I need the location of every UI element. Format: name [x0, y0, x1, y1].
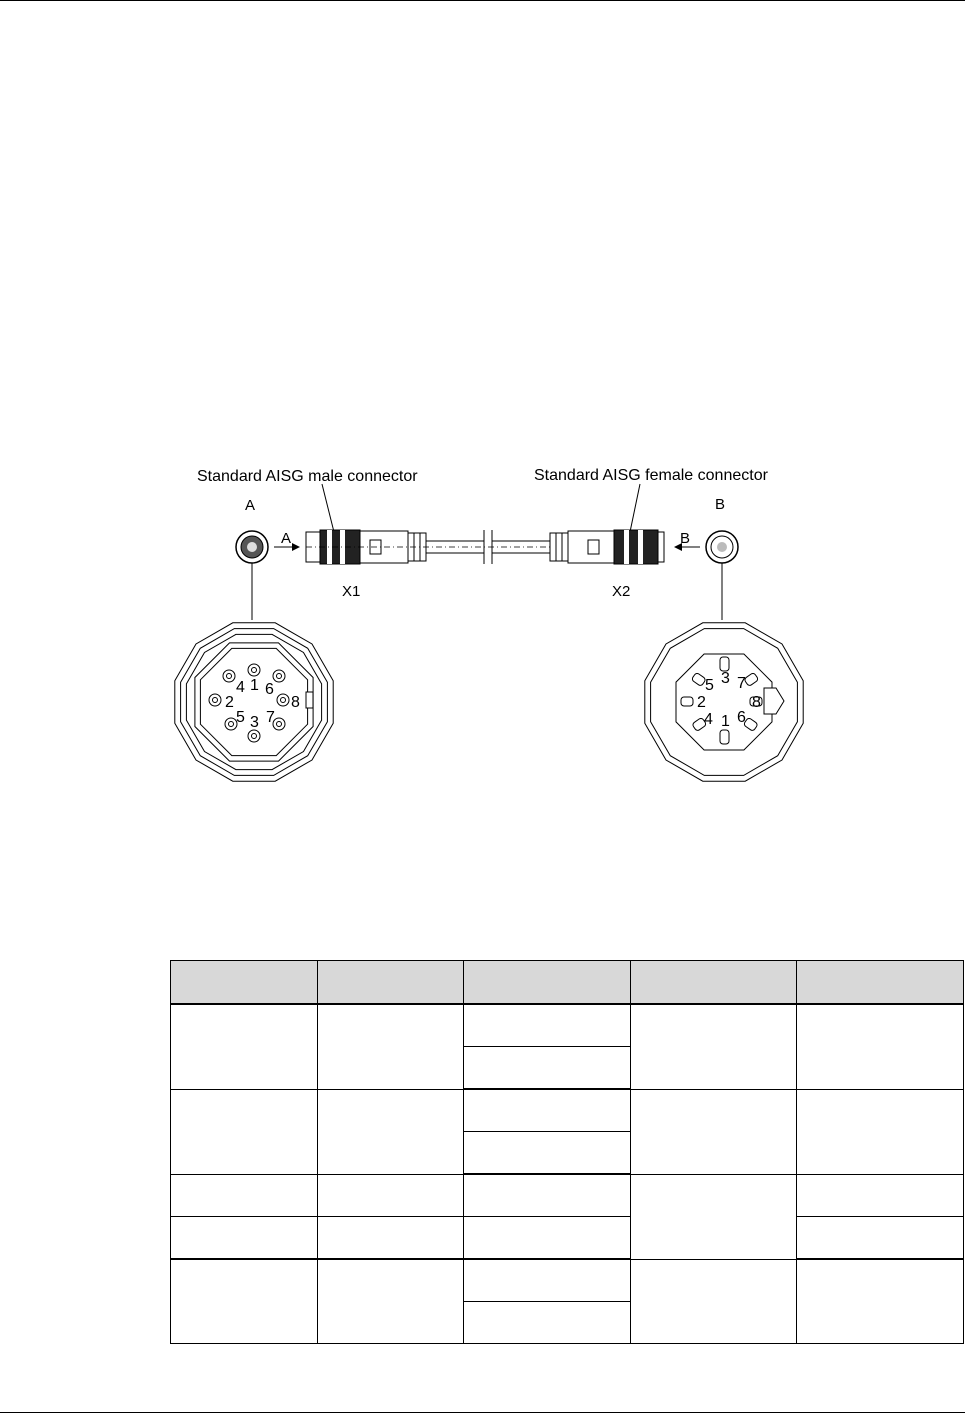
male-pin-numbers	[225, 677, 300, 731]
view-arrow-b	[674, 530, 700, 551]
table-row	[171, 1004, 964, 1047]
female-pin-2	[681, 697, 693, 706]
male-pin-number: 7	[266, 709, 275, 726]
table-cell	[318, 1217, 464, 1260]
table-header-cell	[631, 961, 797, 1005]
female-pin-3	[720, 657, 729, 671]
female-pin-number: 4	[704, 711, 713, 728]
view-arrow-b-label: B	[680, 530, 691, 547]
table-header-cell	[171, 961, 318, 1005]
male-pin-4	[223, 670, 235, 682]
table-header-cell	[318, 961, 464, 1005]
end-view-a-small	[236, 531, 268, 563]
end-view-b-small	[706, 531, 738, 563]
female-pin-number: 6	[737, 709, 746, 726]
male-pin-number: 8	[291, 694, 300, 711]
table-cell	[797, 1089, 964, 1174]
female-pin-1	[720, 730, 729, 744]
table-cell	[797, 1259, 964, 1344]
male-pin-1	[248, 664, 260, 676]
male-pin-number: 1	[250, 677, 259, 694]
female-key	[764, 688, 784, 714]
male-pin-number: 4	[236, 679, 245, 696]
male-pin-6	[273, 670, 285, 682]
female-pin-number: 1	[721, 713, 730, 730]
female-pin-number: 2	[697, 694, 706, 711]
table-header-cell	[464, 961, 631, 1005]
table-cell	[464, 1132, 631, 1175]
table-row	[171, 1174, 964, 1217]
table-header-row	[171, 961, 964, 1005]
table-cell	[464, 1217, 631, 1260]
male-pin-8	[277, 694, 289, 706]
pin-assignment-table	[170, 960, 964, 1344]
connector-x2	[550, 530, 664, 564]
table-cell	[797, 1174, 964, 1217]
view-arrow-a-label: A	[281, 530, 292, 547]
male-pin-number: 3	[250, 714, 259, 731]
table-cell	[464, 1302, 631, 1344]
table-row	[171, 1217, 964, 1260]
table-cell	[318, 1089, 464, 1174]
view-arrow-a	[274, 530, 300, 551]
female-connector-label: Standard AISG female connector	[534, 467, 768, 484]
male-pin-number: 5	[236, 709, 245, 726]
footer-rule	[0, 1412, 965, 1413]
female-pin-number: 5	[705, 677, 714, 694]
end-a-label: A	[245, 497, 256, 514]
table-cell	[464, 1089, 631, 1132]
table-cell	[171, 1217, 318, 1260]
x2-label: X2	[612, 583, 631, 600]
male-pin-3	[248, 730, 260, 742]
table-cell	[318, 1174, 464, 1217]
male-callout-line	[322, 484, 334, 532]
table-row	[171, 1089, 964, 1132]
table-cell	[631, 1259, 797, 1344]
table-cell	[464, 1047, 631, 1090]
male-connector-label: Standard AISG male connector	[197, 468, 418, 485]
table-header-cell	[797, 961, 964, 1005]
table-cell	[464, 1004, 631, 1047]
table-cell	[171, 1259, 318, 1344]
female-pin-number: 3	[721, 670, 730, 687]
table-cell	[797, 1217, 964, 1260]
table-cell	[631, 1089, 797, 1174]
female-pin-number: 8	[752, 694, 761, 711]
table-cell	[631, 1174, 797, 1259]
table-cell	[171, 1174, 318, 1217]
table-cell	[171, 1004, 318, 1089]
male-key	[306, 692, 313, 708]
male-pin-number: 6	[265, 681, 274, 698]
female-pin-5	[691, 672, 706, 686]
male-pin-2	[209, 694, 221, 706]
male-pin-number: 2	[225, 694, 234, 711]
table-cell	[318, 1004, 464, 1089]
x1-label: X1	[342, 583, 361, 600]
table-cell	[464, 1259, 631, 1302]
table-cell	[631, 1004, 797, 1089]
table-cell	[464, 1174, 631, 1217]
female-pin-7	[744, 672, 759, 686]
table-row	[171, 1259, 964, 1302]
table-cell	[171, 1089, 318, 1174]
table-cell	[797, 1004, 964, 1089]
female-pin-number: 7	[737, 675, 746, 692]
table-cell	[318, 1259, 464, 1344]
female-callout-line	[630, 484, 640, 532]
end-b-label: B	[715, 496, 726, 513]
